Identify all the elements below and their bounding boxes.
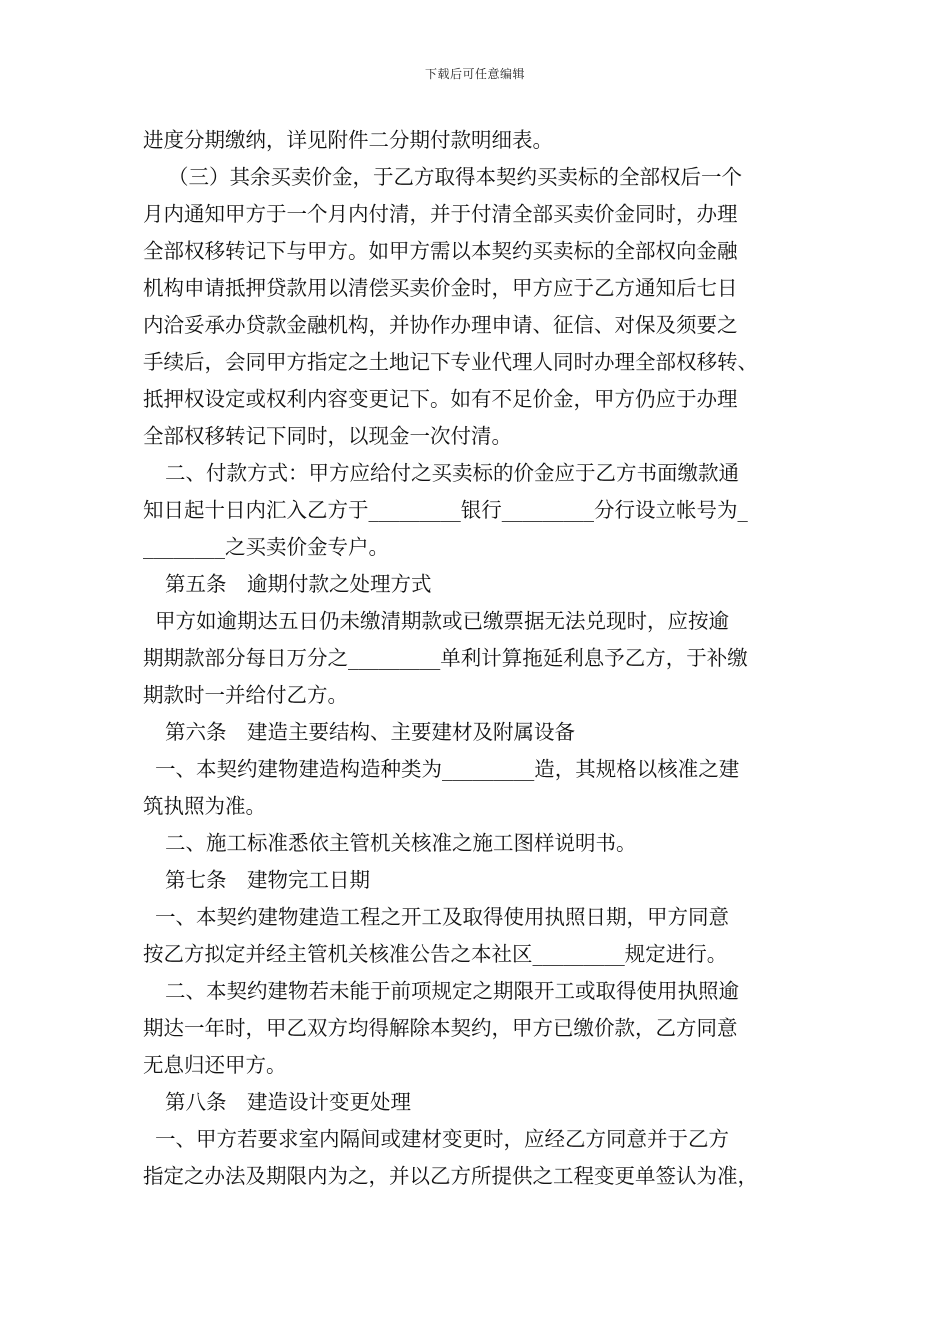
paragraph-line: 内洽妥承办贷款金融机构，并协作办理申请、征信、对保及须要之: [143, 313, 738, 337]
paragraph-line: 全部权移转记下同时，以现金一次付清。: [143, 424, 512, 448]
paragraph-line: 抵押权设定或权利内容变更记下。如有不足价金，甲方仍应于办理: [143, 387, 738, 411]
paragraph-line: 筑执照为准。: [143, 794, 266, 818]
paragraph-line: 知日起十日内汇入乙方于_________银行_________分行设立帐号为_: [143, 498, 748, 522]
paragraph-line: 按乙方拟定并经主管机关核准公告之本社区_________规定进行。: [143, 942, 728, 966]
paragraph-line: 无息归还甲方。: [143, 1053, 287, 1077]
article-heading: 第六条 建造主要结构、主要建材及附属设备: [165, 720, 575, 744]
article-heading: 第七条 建物完工日期: [165, 868, 370, 892]
paragraph-line: 二、施工标准悉依主管机关核准之施工图样说明书。: [165, 831, 637, 855]
paragraph-line: 全部权移转记下与甲方。如甲方需以本契约买卖标的全部权向金融: [143, 239, 738, 263]
paragraph-line: 期款时一并给付乙方。: [143, 683, 348, 707]
article-heading: 第五条 逾期付款之处理方式: [165, 572, 432, 596]
paragraph-line: 二、付款方式：甲方应给付之买卖标的价金应于乙方书面缴款通: [165, 461, 739, 485]
paragraph-line: 进度分期缴纳，详见附件二分期付款明细表。: [143, 128, 553, 152]
paragraph-line: ________之买卖价金专户。: [143, 535, 389, 559]
paragraph-line: 甲方如逾期达五日仍未缴清期款或已缴票据无法兑现时，应按逾: [155, 609, 729, 633]
paragraph-line: 指定之办法及期限内为之，并以乙方所提供之工程变更单签认为准，: [143, 1164, 758, 1188]
paragraph-line: 二、本契约建物若未能于前项规定之期限开工或取得使用执照逾: [165, 979, 739, 1003]
paragraph-line: （三）其余买卖价金，于乙方取得本契约买卖标的全部权后一个: [168, 165, 742, 189]
paragraph-line: 一、甲方若要求室内隔间或建材变更时，应经乙方同意并于乙方: [155, 1127, 729, 1151]
paragraph-line: 机构申请抵押贷款用以清偿买卖价金时，甲方应于乙方通知后七日: [143, 276, 738, 300]
page-header: 下载后可任意编辑: [424, 67, 525, 81]
paragraph-line: 一、本契约建物建造工程之开工及取得使用执照日期，甲方同意: [155, 905, 729, 929]
paragraph-line: 期达一年时，甲乙双方均得解除本契约，甲方已缴价款，乙方同意: [143, 1016, 738, 1040]
paragraph-line: 期期款部分每日万分之_________单利计算拖延利息予乙方，于补缴: [143, 646, 748, 670]
document-body: [143, 122, 823, 1195]
paragraph-line: 手续后，会同甲方指定之土地记下专业代理人同时办理全部权移转、: [143, 350, 758, 374]
article-heading: 第八条 建造设计变更处理: [165, 1090, 411, 1114]
paragraph-line: 月内通知甲方于一个月内付清，并于付清全部买卖价金同时，办理: [143, 202, 738, 226]
paragraph-line: 一、本契约建物建造构造种类为_________造，其规格以核准之建: [155, 757, 740, 781]
